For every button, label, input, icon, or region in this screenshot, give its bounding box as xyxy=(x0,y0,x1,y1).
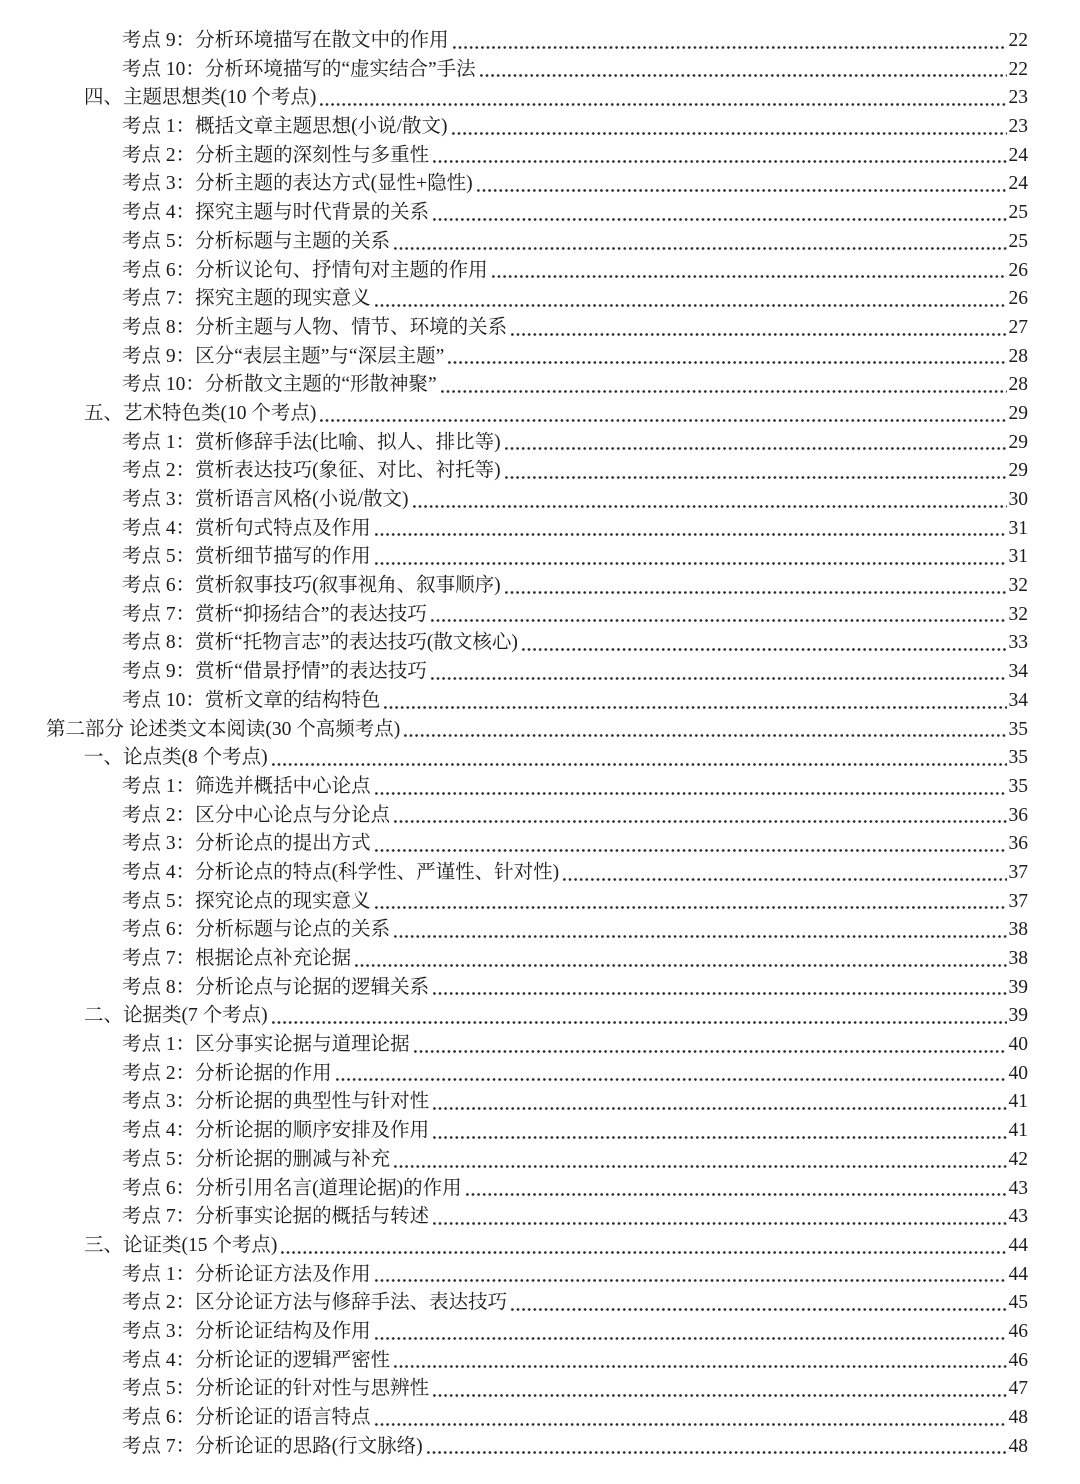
toc-leader-dots xyxy=(390,1146,1008,1175)
toc-entry-label: 考点 5：探究论点的现实意义 xyxy=(122,890,371,912)
toc-entry-page: 47 xyxy=(1008,1378,1028,1400)
toc-entry-label: 三、论证类(15 个考点) xyxy=(84,1234,278,1256)
toc-entry-page: 22 xyxy=(1008,30,1028,51)
toc-leader-dots xyxy=(429,974,1008,1003)
toc-entry-label: 考点 2：区分论证方法与修辞手法、表达技巧 xyxy=(122,1292,508,1314)
toc-entry-page: 37 xyxy=(1008,861,1028,883)
toc-entry-label: 五、艺术特色类(10 个考点) xyxy=(84,402,317,424)
toc-entry-label: 考点 3：分析论点的提出方式 xyxy=(122,833,371,855)
toc-entry-page: 44 xyxy=(1008,1263,1028,1285)
toc-entry-page: 40 xyxy=(1008,1034,1028,1056)
toc-entry-label: 考点 8：赏析“托物言志”的表达技巧(散文核心) xyxy=(122,632,518,654)
toc-leader-dots xyxy=(409,486,1009,515)
toc-entry-label: 考点 7：根据论点补充论据 xyxy=(122,948,352,969)
toc-leader-dots xyxy=(390,1347,1008,1376)
toc-leader-dots xyxy=(462,1175,1009,1204)
toc-entry xyxy=(46,1175,1028,1204)
toc-entry-label: 二、论据类(7 个考点) xyxy=(84,1005,268,1027)
toc-entry-page: 39 xyxy=(1008,1005,1028,1027)
toc-entry xyxy=(46,285,1028,314)
toc-entry xyxy=(46,859,1028,888)
toc-entry-label: 考点 7：分析事实论据的概括与转述 xyxy=(122,1206,430,1228)
toc-leader-dots xyxy=(501,572,1009,601)
toc-entry-label: 考点 1：分析论证方法及作用 xyxy=(122,1263,371,1285)
toc-entry xyxy=(46,1347,1028,1376)
toc-entry-label: 考点 6：分析标题与论点的关系 xyxy=(122,919,391,941)
toc-entry-page: 29 xyxy=(1008,460,1028,482)
toc-entry-label: 考点 3：赏析语言风格(小说/散文) xyxy=(122,489,409,510)
toc-entry-page: 38 xyxy=(1008,948,1028,969)
toc-entry-label: 考点 2：分析论据的作用 xyxy=(122,1062,332,1084)
toc-entry-page: 46 xyxy=(1008,1320,1028,1342)
toc-leader-dots xyxy=(371,285,1009,314)
toc-entry xyxy=(46,629,1028,658)
toc-leader-dots xyxy=(518,629,1009,658)
toc-entry xyxy=(46,1232,1028,1261)
toc-entry-page: 46 xyxy=(1008,1349,1028,1371)
toc-leader-dots xyxy=(371,1404,1009,1433)
toc-entry-page: 38 xyxy=(1008,919,1028,941)
toc-leader-dots xyxy=(371,543,1009,572)
toc-leader-dots xyxy=(371,515,1009,544)
toc-entry xyxy=(46,658,1028,687)
toc-leader-dots xyxy=(268,744,1009,773)
toc-leader-dots xyxy=(448,113,1009,142)
toc-entry-page: 35 xyxy=(1008,718,1028,740)
toc-entry-label: 考点 6：分析论证的语言特点 xyxy=(122,1407,371,1428)
toc-entry-label: 考点 4：赏析句式特点及作用 xyxy=(122,517,371,539)
toc-entry-page: 29 xyxy=(1008,431,1028,453)
toc-entry-page: 34 xyxy=(1008,689,1028,711)
toc-entry xyxy=(46,343,1028,372)
toc-leader-dots xyxy=(488,257,1009,286)
toc-entry xyxy=(46,257,1028,286)
toc-entry-label: 考点 6：赏析叙事技巧(叙事视角、叙事顺序) xyxy=(122,575,501,597)
toc-entry-label: 第二部分 论述类文本阅读(30 个高频考点) xyxy=(46,718,401,740)
toc-entry xyxy=(46,371,1028,400)
toc-entry xyxy=(46,572,1028,601)
toc-entry xyxy=(46,113,1028,142)
toc-entry-label: 考点 1：概括文章主题思想(小说/散文) xyxy=(122,116,448,138)
toc-entry-page: 24 xyxy=(1008,173,1028,195)
toc-leader-dots xyxy=(332,1060,1009,1089)
toc-entry xyxy=(46,400,1028,429)
toc-entry-page: 33 xyxy=(1008,632,1028,654)
toc-leader-dots xyxy=(268,1002,1009,1031)
toc-entry-label: 考点 4：分析论据的顺序安排及作用 xyxy=(122,1120,430,1142)
toc-entry-page: 23 xyxy=(1008,116,1028,138)
toc-leader-dots xyxy=(371,830,1009,859)
toc-entry-label: 一、论点类(8 个考点) xyxy=(84,747,268,769)
toc-leader-dots xyxy=(559,859,1008,888)
toc-entry xyxy=(46,1002,1028,1031)
toc-entry-page: 36 xyxy=(1008,804,1028,826)
toc-entry-label: 考点 8：分析论点与论据的逻辑关系 xyxy=(122,976,430,998)
toc-entry xyxy=(46,314,1028,343)
toc-entry xyxy=(46,1088,1028,1117)
toc-entry-label: 考点 7：赏析“抑扬结合”的表达技巧 xyxy=(122,603,427,625)
toc-leader-dots xyxy=(429,142,1008,171)
toc-leader-dots xyxy=(427,601,1009,630)
toc-entry-page: 31 xyxy=(1008,517,1028,539)
toc-entry xyxy=(46,802,1028,831)
toc-entry-page: 26 xyxy=(1008,288,1028,310)
toc-entry-label: 考点 2：赏析表达技巧(象征、对比、衬托等) xyxy=(122,460,501,482)
toc-entry-page: 28 xyxy=(1008,345,1028,367)
toc-entry-label: 考点 3：分析主题的表达方式(显性+隐性) xyxy=(122,173,473,195)
table-of-contents xyxy=(46,27,1028,1461)
toc-entry-page: 32 xyxy=(1008,575,1028,597)
toc-entry-page: 28 xyxy=(1008,374,1028,396)
toc-entry xyxy=(46,888,1028,917)
toc-entry xyxy=(46,199,1028,228)
toc-entry-label: 考点 1：区分事实论据与道理论据 xyxy=(122,1034,410,1056)
toc-leader-dots xyxy=(410,1031,1009,1060)
toc-leader-dots xyxy=(476,56,1009,85)
toc-leader-dots xyxy=(316,84,1008,113)
toc-entry xyxy=(46,830,1028,859)
toc-leader-dots xyxy=(429,1117,1008,1146)
toc-entry-page: 37 xyxy=(1008,890,1028,912)
toc-leader-dots xyxy=(371,1318,1009,1347)
toc-leader-dots xyxy=(444,343,1008,372)
toc-entry xyxy=(46,56,1028,85)
toc-entry-page: 34 xyxy=(1008,661,1028,683)
toc-entry xyxy=(46,1375,1028,1404)
toc-leader-dots xyxy=(390,802,1008,831)
toc-entry xyxy=(46,1433,1028,1462)
toc-entry xyxy=(46,773,1028,802)
toc-leader-dots xyxy=(400,716,1008,745)
toc-entry xyxy=(46,1318,1028,1347)
toc-entry xyxy=(46,1146,1028,1175)
toc-entry-label: 考点 5：分析论证的针对性与思辨性 xyxy=(122,1378,430,1400)
toc-entry xyxy=(46,1060,1028,1089)
toc-entry-page: 30 xyxy=(1008,489,1028,510)
toc-leader-dots xyxy=(371,888,1009,917)
toc-entry-label: 考点 4：分析论点的特点(科学性、严谨性、针对性) xyxy=(122,861,560,883)
toc-entry xyxy=(46,1031,1028,1060)
toc-entry-page: 44 xyxy=(1008,1234,1028,1256)
toc-leader-dots xyxy=(501,429,1009,458)
toc-entry xyxy=(46,601,1028,630)
toc-entry-label: 考点 10：分析环境描写的“虚实结合”手法 xyxy=(122,58,476,80)
toc-entry xyxy=(46,716,1028,745)
toc-entry-label: 考点 7：探究主题的现实意义 xyxy=(122,288,371,310)
toc-leader-dots xyxy=(371,773,1009,802)
toc-entry xyxy=(46,142,1028,171)
toc-leader-dots xyxy=(316,400,1008,429)
toc-entry-label: 考点 6：分析引用名言(道理论据)的作用 xyxy=(122,1177,462,1199)
toc-entry-page: 40 xyxy=(1008,1062,1028,1084)
toc-entry-page: 45 xyxy=(1008,1292,1028,1314)
toc-entry-label: 考点 10：分析散文主题的“形散神聚” xyxy=(122,374,437,396)
toc-entry xyxy=(46,515,1028,544)
toc-leader-dots xyxy=(507,314,1008,343)
toc-entry-page: 25 xyxy=(1008,202,1028,224)
toc-entry-label: 考点 8：分析主题与人物、情节、环境的关系 xyxy=(122,316,508,338)
toc-entry-page: 41 xyxy=(1008,1120,1028,1142)
toc-entry-page: 35 xyxy=(1008,775,1028,797)
toc-entry-page: 43 xyxy=(1008,1177,1028,1199)
toc-entry-page: 36 xyxy=(1008,833,1028,855)
toc-entry-page: 27 xyxy=(1008,316,1028,338)
toc-entry-label: 四、主题思想类(10 个考点) xyxy=(84,87,317,109)
toc-entry xyxy=(46,486,1028,515)
toc-entry-label: 考点 1：筛选并概括中心论点 xyxy=(122,775,371,797)
toc-entry-page: 41 xyxy=(1008,1091,1028,1113)
toc-entry-page: 48 xyxy=(1008,1407,1028,1428)
toc-entry xyxy=(46,1117,1028,1146)
toc-leader-dots xyxy=(429,199,1008,228)
toc-entry xyxy=(46,945,1028,974)
toc-entry xyxy=(46,228,1028,257)
toc-entry-page: 43 xyxy=(1008,1206,1028,1228)
toc-entry-page: 25 xyxy=(1008,230,1028,252)
toc-entry-label: 考点 4：分析论证的逻辑严密性 xyxy=(122,1349,391,1371)
toc-leader-dots xyxy=(507,1289,1008,1318)
toc-entry-page: 32 xyxy=(1008,603,1028,625)
toc-leader-dots xyxy=(429,1088,1008,1117)
toc-entry xyxy=(46,170,1028,199)
toc-leader-dots xyxy=(501,457,1009,486)
toc-entry xyxy=(46,916,1028,945)
toc-entry-label: 考点 9：分析环境描写在散文中的作用 xyxy=(122,30,449,51)
toc-leader-dots xyxy=(427,658,1009,687)
toc-leader-dots xyxy=(390,228,1008,257)
toc-entry xyxy=(46,457,1028,486)
toc-entry-page: 29 xyxy=(1008,402,1028,424)
toc-entry xyxy=(46,429,1028,458)
toc-entry-label: 考点 3：分析论证结构及作用 xyxy=(122,1320,371,1342)
toc-leader-dots xyxy=(380,687,1008,716)
toc-leader-dots xyxy=(277,1232,1008,1261)
toc-entry-page: 23 xyxy=(1008,87,1028,109)
toc-entry-page: 48 xyxy=(1008,1435,1028,1457)
toc-entry-page: 22 xyxy=(1008,58,1028,80)
toc-entry-label: 考点 9：区分“表层主题”与“深层主题” xyxy=(122,345,445,367)
toc-leader-dots xyxy=(429,1375,1008,1404)
toc-leader-dots xyxy=(473,170,1009,199)
toc-entry xyxy=(46,1289,1028,1318)
toc-entry xyxy=(46,744,1028,773)
toc-entry xyxy=(46,1203,1028,1232)
toc-entry xyxy=(46,1404,1028,1433)
toc-entry xyxy=(46,687,1028,716)
toc-leader-dots xyxy=(429,1203,1008,1232)
toc-entry xyxy=(46,1261,1028,1290)
toc-entry-page: 31 xyxy=(1008,546,1028,568)
toc-entry-label: 考点 4：探究主题与时代背景的关系 xyxy=(122,202,430,224)
toc-leader-dots xyxy=(437,371,1009,400)
toc-entry-label: 考点 9：赏析“借景抒情”的表达技巧 xyxy=(122,661,427,683)
toc-leader-dots xyxy=(423,1433,1009,1462)
toc-entry xyxy=(46,974,1028,1003)
toc-entry-page: 42 xyxy=(1008,1148,1028,1170)
toc-leader-dots xyxy=(449,27,1009,56)
toc-entry-label: 考点 2：分析主题的深刻性与多重性 xyxy=(122,144,430,166)
toc-leader-dots xyxy=(371,1261,1009,1290)
toc-leader-dots xyxy=(351,945,1008,974)
toc-entry xyxy=(46,84,1028,113)
toc-entry-label: 考点 5：赏析细节描写的作用 xyxy=(122,546,371,568)
toc-entry-label: 考点 7：分析论证的思路(行文脉络) xyxy=(122,1435,423,1457)
toc-entry xyxy=(46,27,1028,56)
toc-entry-page: 26 xyxy=(1008,259,1028,281)
toc-entry-label: 考点 10：赏析文章的结构特色 xyxy=(122,689,381,711)
toc-entry-page: 39 xyxy=(1008,976,1028,998)
toc-entry-label: 考点 2：区分中心论点与分论点 xyxy=(122,804,391,826)
toc-entry-label: 考点 3：分析论据的典型性与针对性 xyxy=(122,1091,430,1113)
toc-leader-dots xyxy=(390,916,1008,945)
toc-entry xyxy=(46,543,1028,572)
toc-entry-label: 考点 1：赏析修辞手法(比喻、拟人、排比等) xyxy=(122,431,501,453)
toc-entry-page: 35 xyxy=(1008,747,1028,769)
toc-entry-label: 考点 5：分析标题与主题的关系 xyxy=(122,230,391,252)
toc-entry-label: 考点 5：分析论据的删减与补充 xyxy=(122,1148,391,1170)
toc-entry-label: 考点 6：分析议论句、抒情句对主题的作用 xyxy=(122,259,488,281)
toc-entry-page: 24 xyxy=(1008,144,1028,166)
